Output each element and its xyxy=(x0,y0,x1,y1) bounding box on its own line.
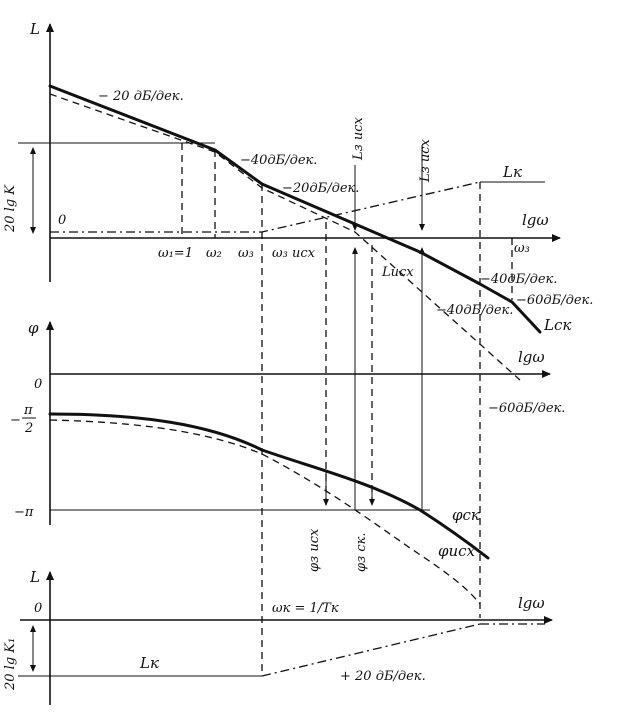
w3-right-label: ω₃ xyxy=(514,241,530,256)
l-initial-curve xyxy=(50,94,520,380)
w1-label: ω₁=1 xyxy=(158,246,193,261)
amplitude-panel xyxy=(3,20,593,380)
zero-label-top: 0 xyxy=(58,213,67,228)
slope-minus60-a: −60дБ/дек. xyxy=(516,293,594,308)
lz-isx-label-2: Lз исх xyxy=(418,139,433,182)
l-isx-label: Lисх xyxy=(382,265,414,280)
lk-correction-line xyxy=(50,182,480,232)
lgw-label-top: lgω xyxy=(522,211,549,229)
slope-minus60-b: −60дБ/дек. xyxy=(488,401,566,416)
wk-label: ωк = 1/Tк xyxy=(272,601,339,616)
zero-label-bottom: 0 xyxy=(34,601,43,616)
phi-z-isx-label: φз исх xyxy=(307,528,322,572)
l-axis-label: L xyxy=(30,20,40,38)
l-sk-label: Lск xyxy=(544,316,572,334)
correction-panel xyxy=(3,568,552,705)
zero-label-mid: 0 xyxy=(34,377,43,392)
minus-pi-half-sign: − xyxy=(10,413,21,428)
twenty-lgk-label: 20 lg K xyxy=(3,185,18,232)
slope-minus40-c: −40дБ/дек. xyxy=(436,303,514,318)
l-axis-label-bottom: L xyxy=(30,568,40,586)
w2-label: ω₂ xyxy=(206,246,222,261)
lz-isx-label-1: Lз исх xyxy=(351,117,366,160)
w3-label: ω₃ xyxy=(238,246,254,261)
w3-isx-label: ω₃ исх xyxy=(272,246,315,261)
slope-minus20-b: −20дБ/дек. xyxy=(282,181,360,196)
slope-plus20: + 20 дБ/дек. xyxy=(340,669,426,684)
phi-isx-curve xyxy=(50,420,480,604)
phi-sk-label: φск xyxy=(452,506,480,524)
minus-pi-label: −π xyxy=(14,505,34,520)
minus-pi-half-num: π xyxy=(24,403,33,418)
phi-z-sk-label: φз ск. xyxy=(354,532,369,572)
phase-panel xyxy=(10,319,565,604)
twenty-lgk1-label: 20 lg K₁ xyxy=(3,637,18,690)
l-corrected-curve xyxy=(50,86,540,332)
lgw-label-bottom: lgω xyxy=(518,594,545,612)
slope-minus40-b: −40дБ/дек. xyxy=(480,272,558,287)
slope-minus40-a: −40дБ/дек. xyxy=(240,153,318,168)
slope-minus20: − 20 дБ/дек. xyxy=(98,89,184,104)
phi-axis-label: φ xyxy=(28,319,39,337)
phi-isx-label: φисх xyxy=(438,542,476,560)
lk-label-top: Lк xyxy=(503,163,522,181)
minus-pi-half-den: 2 xyxy=(25,421,34,436)
lk-label-bottom: Lк xyxy=(140,654,159,672)
lgw-label-mid: lgω xyxy=(518,348,545,366)
